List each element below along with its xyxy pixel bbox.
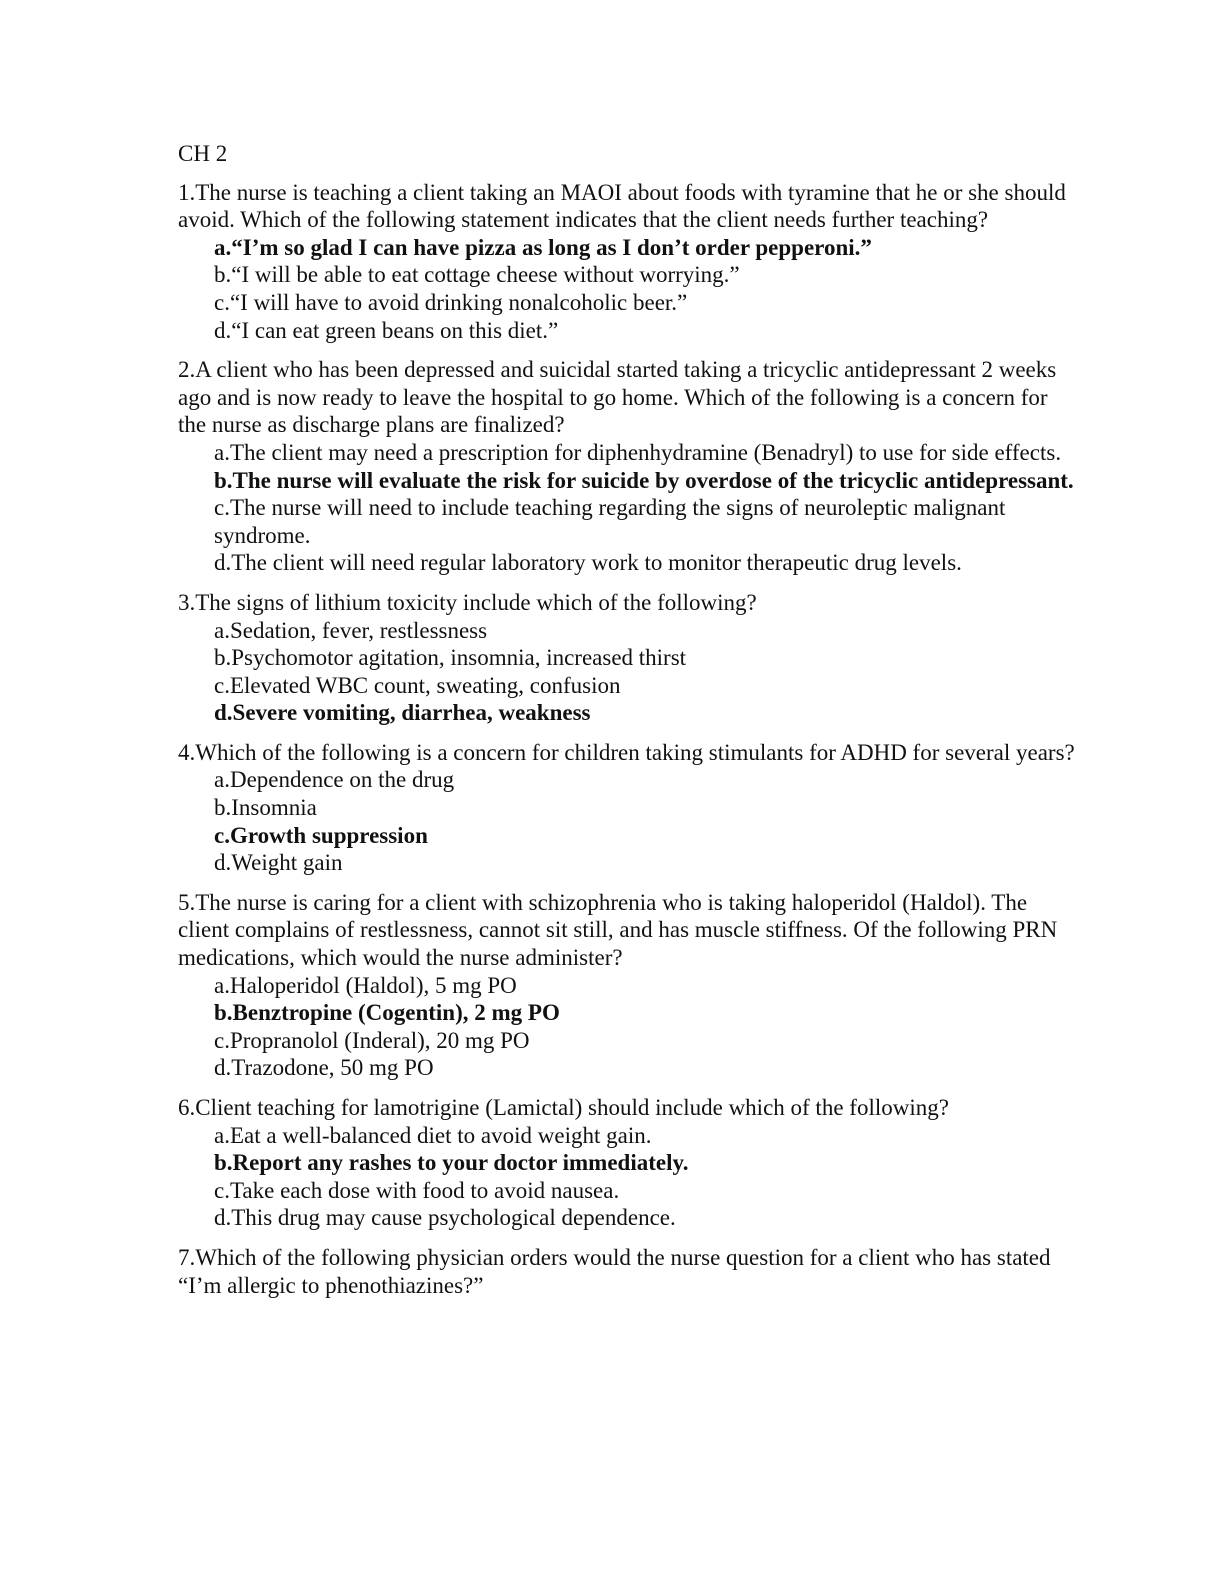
answer-option: c.Elevated WBC count, sweating, confusion xyxy=(214,672,621,698)
answer-options xyxy=(178,234,1078,344)
answer-options xyxy=(178,766,1078,876)
answer-option: a.Haloperidol (Haldol), 5 mg PO xyxy=(214,972,517,998)
document-page xyxy=(178,140,1078,1311)
answer-option: d.“I can eat green beans on this diet.” xyxy=(214,317,559,343)
question-3 xyxy=(178,589,1078,727)
answer-option: b.“I will be able to eat cottage cheese without worrying.” xyxy=(214,262,740,288)
answer-option-correct: b.Report any rashes to your doctor immediately. xyxy=(214,1150,689,1176)
question-list xyxy=(178,179,1078,1300)
answer-option: d.Weight gain xyxy=(214,850,343,876)
answer-options xyxy=(178,617,1078,727)
question-6 xyxy=(178,1094,1078,1232)
answer-options xyxy=(178,1122,1078,1232)
question-2 xyxy=(178,356,1078,577)
answer-option: a.Dependence on the drug xyxy=(214,767,455,793)
answer-option: a.Eat a well-balanced diet to avoid weight gain. xyxy=(214,1122,652,1148)
answer-option-correct: a.“I’m so glad I can have pizza as long as I don’t order pepperoni.” xyxy=(214,234,872,260)
answer-options xyxy=(178,439,1078,577)
question-stem: 1.The nurse is teaching a client taking an MAOI about foods with tyramine that he or she should avoid. Which of the following statement indicates that the client needs further teaching? xyxy=(178,179,1066,233)
answer-option: c.The nurse will need to include teaching regarding the signs of neuroleptic malignant syndrome. xyxy=(214,495,1006,548)
question-4 xyxy=(178,739,1078,877)
question-stem: 5.The nurse is caring for a client with schizophrenia who is taking haloperidol (Haldol). The client complains of restlessness, cannot sit still, and has muscle stiffness. Of the following PRN medications, which would the nurse administer? xyxy=(178,889,1058,971)
answer-option: b.Insomnia xyxy=(214,795,317,821)
answer-option-correct: d.Severe vomiting, diarrhea, weakness xyxy=(214,700,591,726)
question-stem: 7.Which of the following physician orders would the nurse question for a client who has stated “I’m allergic to phenothiazines?” xyxy=(178,1244,1051,1298)
question-stem: 3.The signs of lithium toxicity include which of the following? xyxy=(178,589,757,615)
answer-option: d.Trazodone, 50 mg PO xyxy=(214,1055,434,1081)
answer-option: c.Propranolol (Inderal), 20 mg PO xyxy=(214,1027,530,1053)
answer-option: a.The client may need a prescription for diphenhydramine (Benadryl) to use for side effects. xyxy=(214,439,1062,465)
answer-option: d.This drug may cause psychological dependence. xyxy=(214,1205,676,1231)
chapter-heading: CH 2 xyxy=(178,141,228,166)
question-stem: 2.A client who has been depressed and suicidal started taking a tricyclic antidepressant 2 weeks ago and is now ready to leave the hospital to go home. Which of the following is a concern for the nurse as discharge plans are finalized? xyxy=(178,357,1057,438)
question-7 xyxy=(178,1244,1078,1299)
answer-option: c.Take each dose with food to avoid nausea. xyxy=(214,1177,620,1203)
answer-option: a.Sedation, fever, restlessness xyxy=(214,617,488,643)
answer-option-correct: b.Benztropine (Cogentin), 2 mg PO xyxy=(214,1000,560,1026)
answer-options xyxy=(178,972,1078,1082)
answer-option-correct: c.Growth suppression xyxy=(214,822,428,848)
answer-option-correct: b.The nurse will evaluate the risk for suicide by overdose of the tricyclic antidepressant. xyxy=(214,467,1074,493)
answer-option: d.The client will need regular laboratory work to monitor therapeutic drug levels. xyxy=(214,550,962,576)
answer-option: c.“I will have to avoid drinking nonalcoholic beer.” xyxy=(214,289,688,315)
answer-option: b.Psychomotor agitation, insomnia, increased thirst xyxy=(214,645,687,671)
question-stem: 6.Client teaching for lamotrigine (Lamictal) should include which of the following? xyxy=(178,1095,949,1120)
question-1 xyxy=(178,179,1078,345)
question-stem: 4.Which of the following is a concern for children taking stimulants for ADHD for several years? xyxy=(178,739,1075,765)
question-5 xyxy=(178,889,1078,1082)
